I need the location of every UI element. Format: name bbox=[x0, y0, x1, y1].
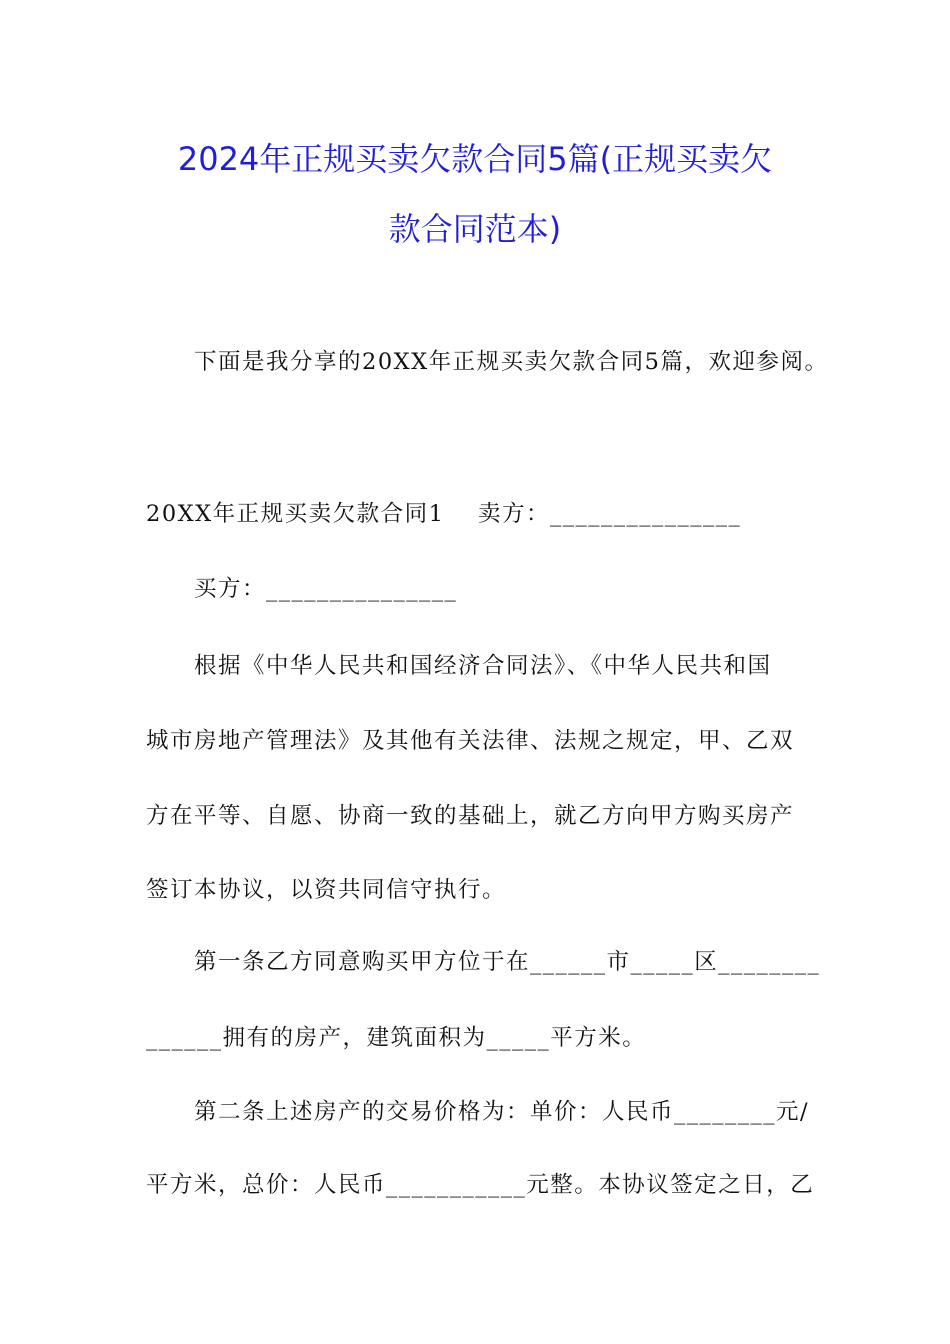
paragraph-line: 根据《中华人民共和国经济合同法》、《中华人民共和国 bbox=[194, 653, 772, 679]
document-title-line-2: 款合同范本) bbox=[388, 210, 562, 248]
document-title-line-1: 2024年正规买卖欠款合同5篇(正规买卖欠 bbox=[177, 140, 773, 178]
paragraph-line: 方在平等、自愿、协商一致的基础上，就乙方向甲方购买房产 bbox=[146, 803, 795, 829]
contract-heading: 20XX年正规买卖欠款合同1 bbox=[146, 501, 445, 527]
paragraph-line: 城市房地产管理法》及其他有关法律、法规之规定，甲、乙双 bbox=[146, 728, 795, 754]
article-1-line: 第一条乙方同意购买甲方位于在______市_____区________ bbox=[194, 949, 821, 975]
article-2-line: 第二条上述房产的交易价格为：单价：人民币________元/ bbox=[194, 1099, 810, 1125]
article-2-line: 平方米，总价：人民币___________元整。本协议签定之日，乙 bbox=[146, 1172, 815, 1198]
article-1-line: ______拥有的房产，建筑面积为_____平方米。 bbox=[146, 1025, 647, 1051]
paragraph-line: 签订本协议，以资共同信守执行。 bbox=[146, 877, 507, 903]
seller-field: 卖方：_______________ bbox=[478, 501, 742, 527]
buyer-field: 买方：_______________ bbox=[194, 576, 458, 602]
intro-paragraph: 下面是我分享的20XX年正规买卖欠款合同5篇，欢迎参阅。 bbox=[194, 349, 829, 375]
